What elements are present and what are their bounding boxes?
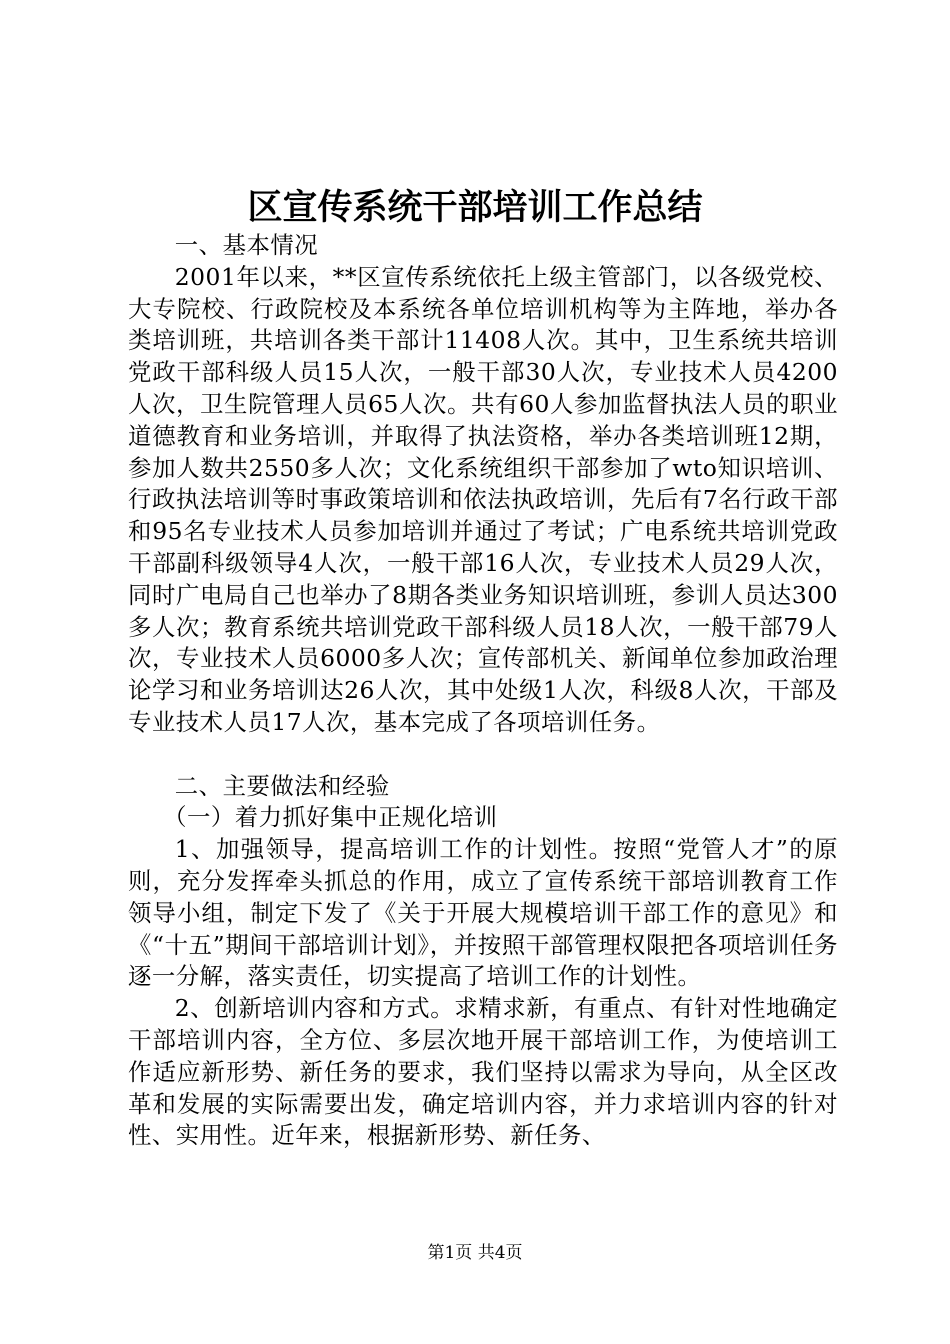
page-number-footer: 第1页 共4页 (427, 1243, 523, 1263)
section-heading-basic-situation: 一、基本情况 (174, 231, 319, 259)
paragraph-basic-situation: 2001年以来，**区宣传系统依托上级主管部门，以各级党校、大专院校、行政院校及本系统各单位培训机构等为主阵地，举办各类培训班，共培训各类干部计11408人次。其中，卫生系统共培训党政干部科级人员15人次，一般干部30人次，专业技术人员4200人次，卫生院管理人员65人次。共有60人参加监督执法人员的职业道德教育和业务培训，并取得了执法资格，举办各类培训班12期，参加人数共2550多人次；文化系统组织干部参加了wto知识培训、行政执法培训等时事政策培训和依法执政培训，先后有7名行政干部和95名专业技术人员参加培训并通过了考试；广电系统共培训党政干部副科级领导4人次，一般干部16人次，专业技术人员29人次，同时广电局自己也举办了8期各类业务知识培训班，参训人员达300多人次；教育系统共培训党政干部科级人员18人次，一般干部79人次，专业技术人员6000多人次；宣传部机关、新闻单位参加政治理论学习和业务培训达26人次，其中处级1人次，科级8人次，干部及专业技术人员17人次，基本完成了各项培训任务。 (128, 262, 838, 736)
section-heading-main-practices: 二、主要做法和经验 (174, 771, 390, 800)
paragraph-innovate-content: 2、创新培训内容和方式。求精求新，有重点、有针对性地确定干部培训内容，全方位、多层次地开展干部培训工作，为使培训工作适应新形势、新任务的要求，我们坚持以需求为导向，从全区改革和发展的实际需要出发，确定培训内容，并力求培训内容的针对性、实用性。近年来，根据新形势、新任务、 (128, 994, 838, 1150)
document-title: 区宣传系统干部培训工作总结 (247, 187, 703, 228)
paragraph-spacer (128, 739, 838, 771)
subsection-heading-centralized-training: （一）着力抓好集中正规化培训 (163, 803, 498, 832)
paragraph-strengthen-leadership: 1、加强领导，提高培训工作的计划性。按照“党管人才”的原则，充分发挥牵头抓总的作用，成立了宣传系统干部培训教育工作领导小组，制定下发了《关于开展大规模培训干部工作的意见》和《“十五”期间干部培训计划》，并按照干部管理权限把各项培训任务逐一分解，落实责任，切实提高了培训工作的计划性。 (128, 835, 838, 991)
document-body (128, 230, 838, 1152)
